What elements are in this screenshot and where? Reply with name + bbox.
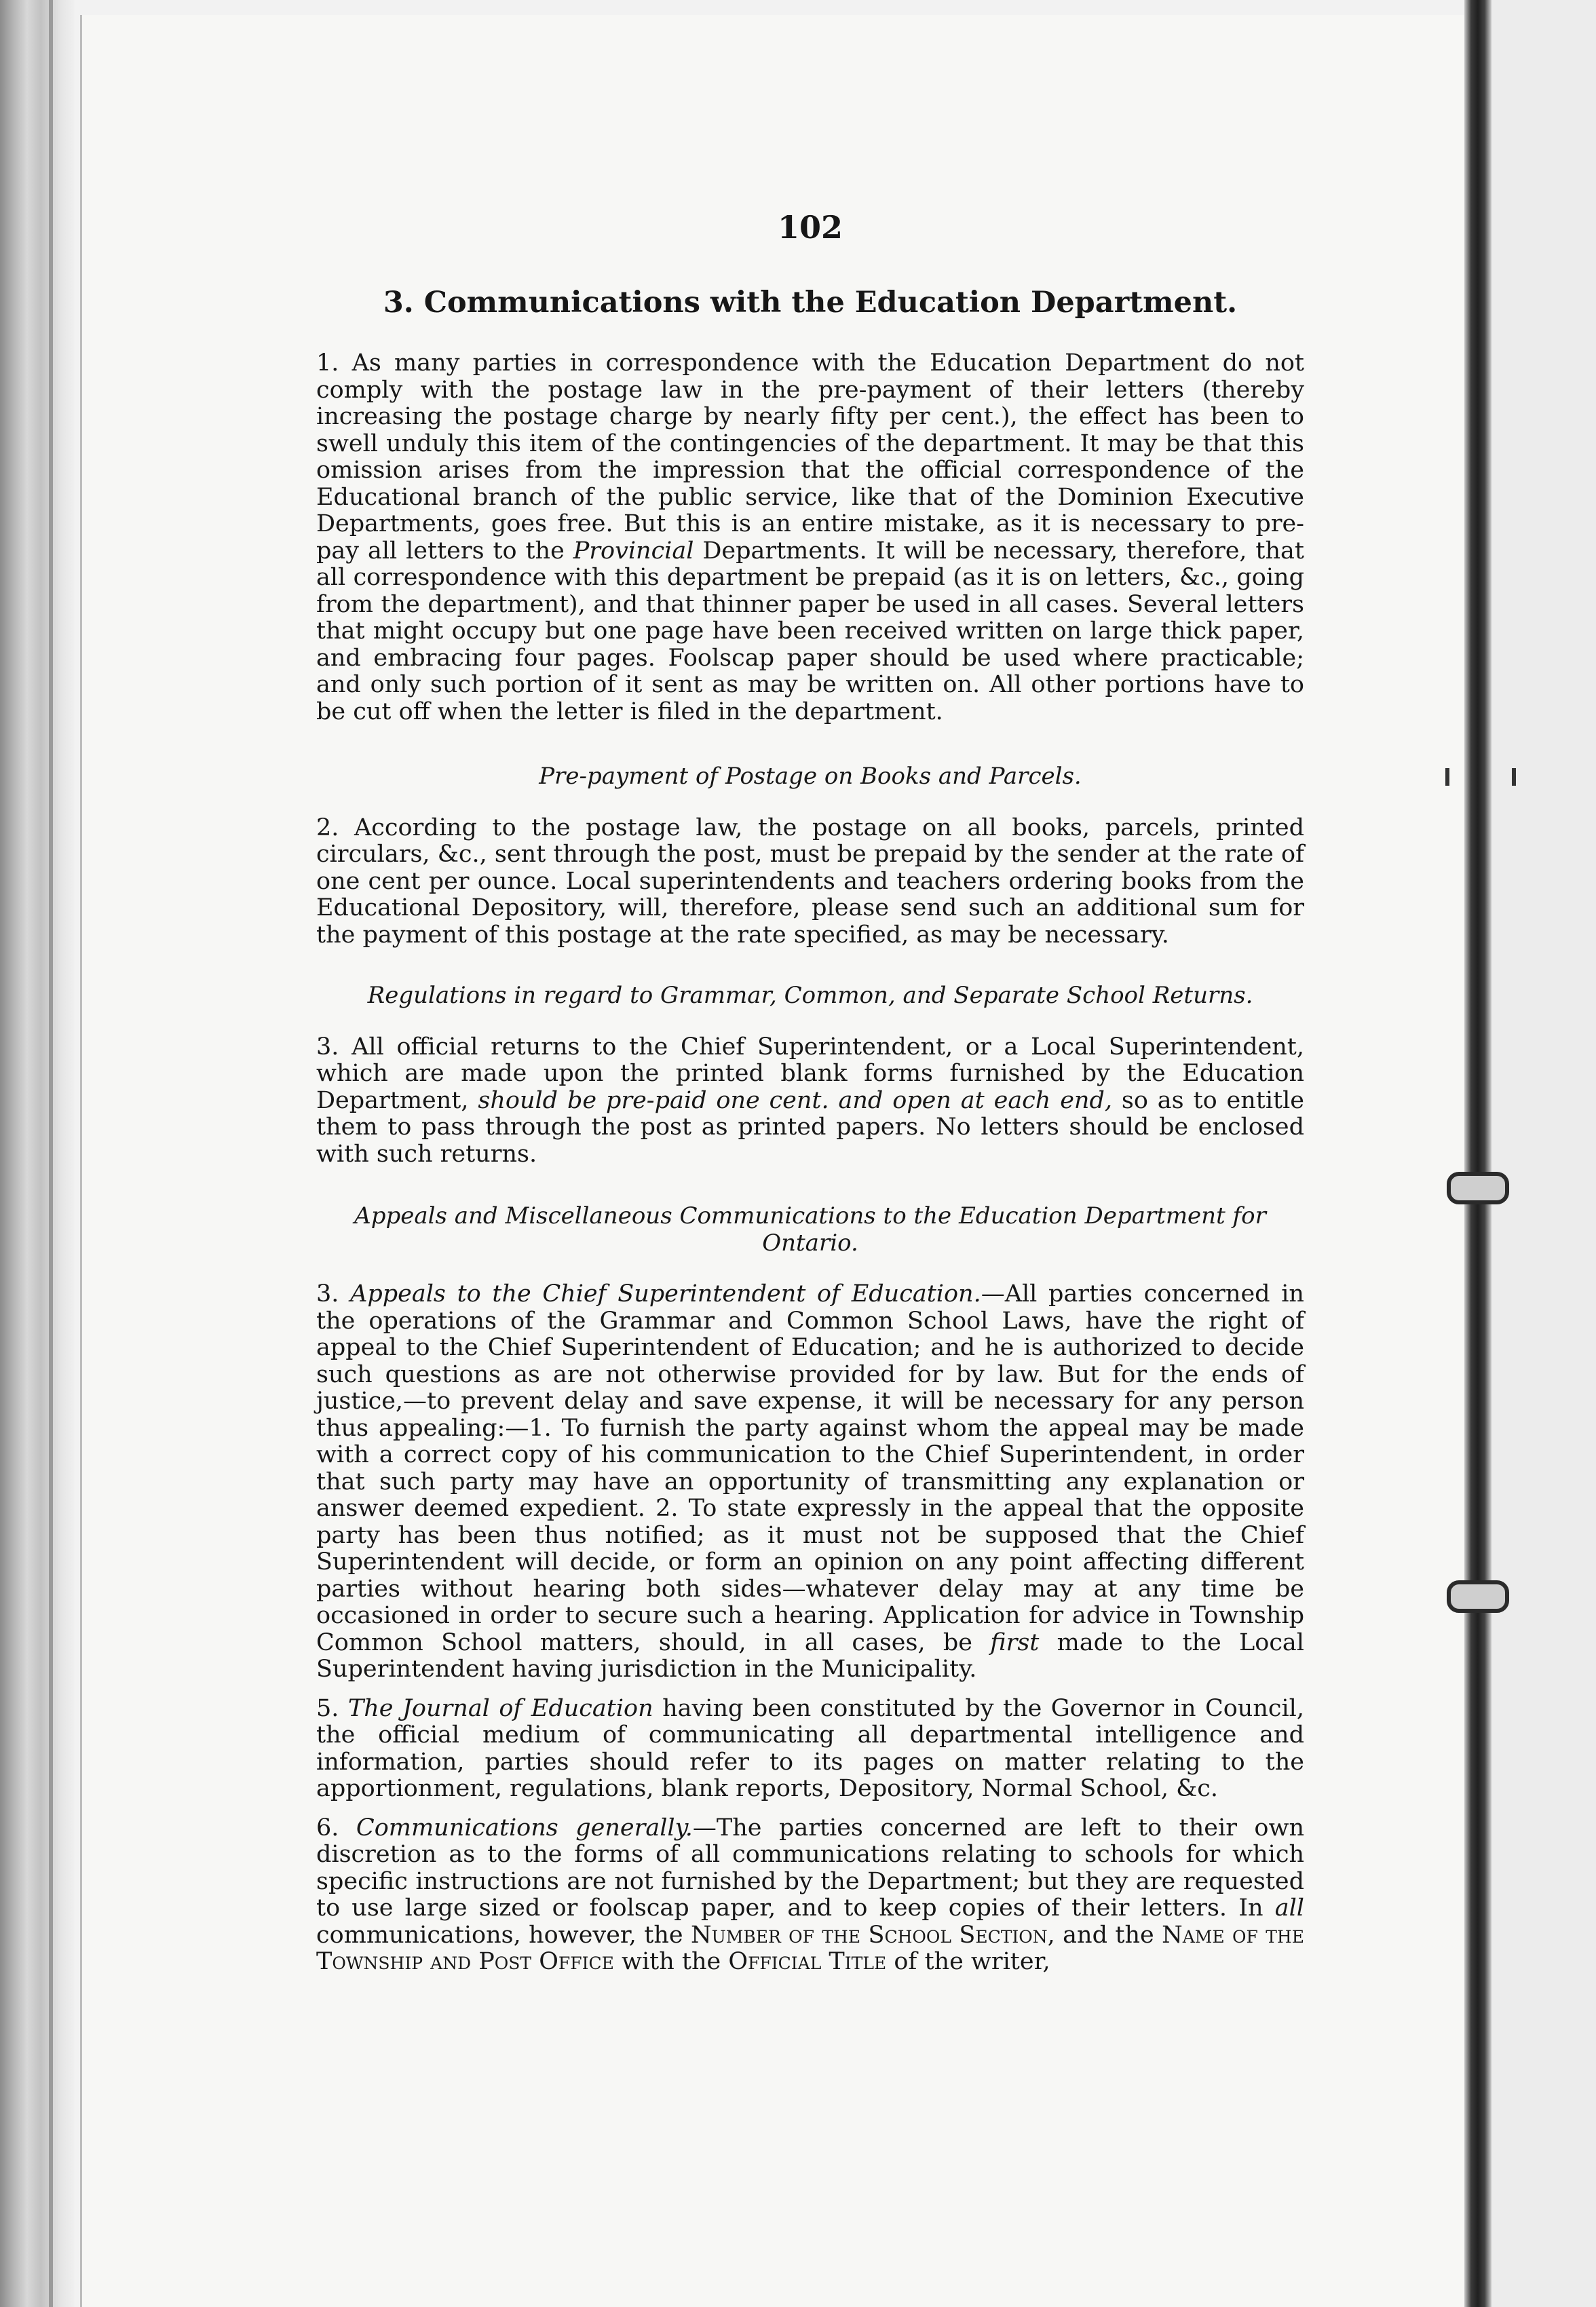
paragraph-smallcaps: Official Title <box>728 1948 887 1975</box>
binding-mark <box>1512 768 1516 786</box>
paragraph-emphasis: Provincial <box>573 537 694 565</box>
paragraph-text: —The parties concerned are left to their own discretion as to the forms of all communications relating to schools for which specific instructions are not furnished by the Department; but they are requested to use large sized or foolscap paper, and to keep copies of their letters. In <box>316 1814 1304 1922</box>
paragraph-text: with the <box>622 1948 721 1975</box>
subheading-school-returns: Regulations in regard to Grammar, Common, and Separate School Returns. <box>367 982 1253 1009</box>
paragraph-postage-prepayment <box>316 350 1304 725</box>
subheading-appeals: Appeals and Miscellaneous Communications to the Education Department for Ontario. <box>354 1202 1266 1257</box>
binding-clip <box>1447 1172 1509 1204</box>
paragraph-text: made to the Local Superintendent having jurisdiction in the Municipality. <box>316 1628 1304 1683</box>
paragraph-text: 1. As many parties in correspondence with the Education Department do not comply with the postage law in the pre-payment of their letters (thereby increasing the postage charge by nearly fifty per cent.), the effect has been to swell unduly this item of the contingencies of the department. It may be that this omission arises from the impression that the official correspondence of the Educational branch of the public service, like that of the Dominion Executive Departments, goes free. But this is an entire mistake, as it is necessary to pre-pay all letters to the <box>316 349 1304 565</box>
subheading-books-parcels: Pre-payment of Postage on Books and Parcels. <box>539 763 1082 790</box>
paragraph-text: 3. All official returns to the Chief Superintendent, or a Local Superintendent, which are made upon the printed blank forms furnished by the Education Department, <box>316 1033 1304 1114</box>
paragraph-number: 3. <box>316 1280 339 1308</box>
paragraph-emphasis: The Journal of Education <box>347 1694 653 1722</box>
paragraph-smallcaps: Name of the Township and Post Office <box>316 1921 1304 1975</box>
paragraph-text: having been constituted by the Governor in Council, the official medium of communicating all departmental intelligence and information, parties should refer to its pages on matter relating to the apportionment, regulations, blank reports, Depository, Normal School, &c. <box>316 1694 1304 1802</box>
paragraph-emphasis: all <box>1274 1894 1304 1922</box>
paragraph-appeals <box>316 1281 1304 1683</box>
paragraph-text: , and the <box>1047 1921 1154 1949</box>
binding-mark <box>1445 768 1449 786</box>
book-binding-edge <box>0 0 75 2307</box>
paragraph-journal <box>316 1696 1304 1803</box>
paragraph-emphasis: Communications generally. <box>356 1814 693 1842</box>
paragraph-text: —All parties concerned in the operations of the Grammar and Common School Laws, have the right of appeal to the Chief Superintendent of Education; and he is authorized to decide such questions as are not otherwise provided for by law. But for the ends of justice,—to prevent delay and save expense, it will be necessary for any person thus appealing:—1. To furnish the party against whom the appeal may be made with a correct copy of his communication to the Chief Superintendent, in order that such party may have an opportunity of transmitting any explanation or answer deemed expedient. 2. To state expressly in the appeal that the opposite party has been thus notified; as it must not be supposed that the Chief Superintendent will decide, or form an opinion on any point affecting different parties without hearing both sides—whatever delay may at any time be occasioned in order to secure such a hearing. Application for advice in Township Common School matters, should, in all cases, be <box>316 1280 1304 1656</box>
paragraph-books-parcels: 2. According to the postage law, the postage on all books, parcels, printed circulars, &c., sent through the post, must be prepaid by the sender at the rate of one cent per ounce. Local superintendents and teachers ordering books from the Educational Depository, will, therefore, please send such an additional sum for the payment of this postage at the rate specified, as may be necessary. <box>316 814 1304 949</box>
paragraph-smallcaps: Number of the School Section <box>691 1921 1048 1949</box>
paragraph-communications <box>316 1815 1304 1976</box>
paragraph-text: so as to entitle them to pass through the post as printed papers. No letters should be enclosed with such returns. <box>316 1086 1304 1168</box>
page-content <box>316 204 1304 1976</box>
paragraph-text: Departments. It will be necessary, therefore, that all correspondence with this department be prepaid (as it is on letters, &c., going from the department), and that thinner paper be used in all cases. Several letters that might occupy but one page have been received written on large thick paper, and embracing four pages. Foolscap paper should be used where practicable; and only such portion of it sent as may be written on. All other portions have to be cut off when the letter is filed in the department. <box>316 537 1304 725</box>
paragraph-emphasis: should be pre-paid one cent. and open at each end, <box>478 1086 1112 1114</box>
section-heading: 3. Communications with the Education Department. <box>383 286 1238 320</box>
paragraph-text: communications, however, the <box>316 1921 683 1949</box>
paragraph-emphasis: first <box>990 1628 1040 1656</box>
paragraph-emphasis: Appeals to the Chief Superintendent of Education. <box>350 1280 981 1308</box>
paragraph-school-returns <box>316 1034 1304 1168</box>
adjacent-page-edge <box>1492 0 1596 2307</box>
paragraph-number: 5. <box>316 1694 339 1722</box>
page-gutter-shadow <box>1464 0 1492 2307</box>
page-number: 102 <box>777 209 843 246</box>
paragraph-text: of the writer, <box>894 1948 1050 1975</box>
paragraph-number: 6. <box>316 1814 339 1842</box>
binding-clip <box>1447 1580 1509 1613</box>
